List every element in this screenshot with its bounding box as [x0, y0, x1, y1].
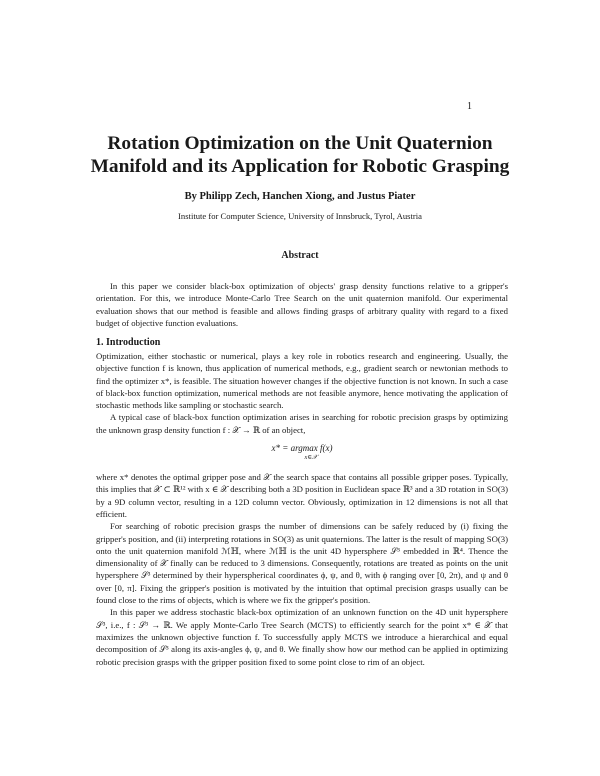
paragraph-1: Optimization, either stochastic or numerical, plays a key role in robotics research and engineering. Usually, the objective function f is known, thus application of numerical methods, e.g., gradient search or newtonian methods to find the optimizer x*, is feasible. The situation however changes if the objective function is not known. In such a case of black-box function optimization, numerical methods are not feasible anymore, hence motivating the application of stochastic methods like sampling or stochastic search. [96, 351, 508, 411]
equation-subscript: x∈𝒳 [304, 454, 318, 462]
title-line-2: Manifold and its Application for Robotic Grasping [90, 156, 510, 177]
section-heading-introduction: 1. Introduction [96, 337, 161, 348]
equation-argmax [96, 439, 508, 467]
author-list: By Philipp Zech, Hanchen Xiong, and Justus Piater [184, 191, 416, 202]
paragraph-2: A typical case of black-box function optimization arises in searching for robotic precision grasps by optimizing the unknown grasp density function f : 𝒳 → ℝ of an object, [96, 412, 508, 435]
paragraph-3: where x* denotes the optimal gripper pose and 𝒳 the search space that contains all possible gripper poses. Typically, this implies that 𝒳 ⊂ ℝ¹² with x ∈ 𝒳 describing both a 3D position in Euclidean space ℝ³ and a 3D rotation in SO(3) by a 9D column vector, resulting in a 12D column vector. Obviously, optimization in 12 dimensions is not all that efficient. [96, 472, 508, 519]
paper-title [0, 132, 600, 178]
introduction-body [96, 350, 508, 668]
paragraph-4: For searching of robotic precision grasps the number of dimensions can be safely reduced by (i) fixing the gripper's position, and (ii) interpreting rotations in SO(3) as unit quaternions. The latter is the result of mapping SO(3) onto the unit quaternion manifold ℳℍ, where ℳℍ is the unit 4D hypersphere 𝒮³ embedded in ℝ⁴. Thence the dimensionality of 𝒳 finally can be reduced to 3 dimensions. Consequently, rotations are treated as points on the unit hypersphere 𝒮³ determined by their hyperspherical coordinates ϕ, ψ, and θ, with ϕ ranging over [0, 2π), and ψ and θ over [0, π]. Fixing the gripper's position is motivated by the intuition that optimal precision grasps usually can be found close to the rims of objects, which is where we fix the gripper's position. [96, 521, 508, 606]
affiliation: Institute for Computer Science, University of Innsbruck, Tyrol, Austria [178, 211, 422, 221]
title-line-1: Rotation Optimization on the Unit Quaternion [107, 133, 493, 154]
paragraph-5: In this paper we address stochastic black-box optimization of an unknown function on the 4D unit hypersphere 𝒮³, i.e., f : 𝒮³ → ℝ. We apply Monte-Carlo Tree Search (MCTS) to efficiently search for the point x* ∈ 𝒳 that maximizes the unknown objective function f. To successfully apply MCTS we introduce a hierarchical and equal decomposition of 𝒮³ along its axis-angles ϕ, ψ, and θ. We finally show how our method can be applied in optimizing robotic precision grasps with the gripper position fixed to some point close to rim of an object. [96, 607, 508, 667]
page-number: 1 [467, 101, 472, 112]
abstract-text: In this paper we consider black-box optimization of objects' grasp density functions relative to a gripper's orientation. For this, we introduce Monte-Carlo Tree Search on the unit quaternion manifold. Our experimental evaluation shows that our method is feasible and allows finding grasps of arbitrary quality with regard to a fixed budget of objective function evaluations. [96, 281, 508, 328]
abstract-heading: Abstract [281, 250, 319, 261]
equation-main: x* = argmax f(x) [271, 443, 333, 454]
